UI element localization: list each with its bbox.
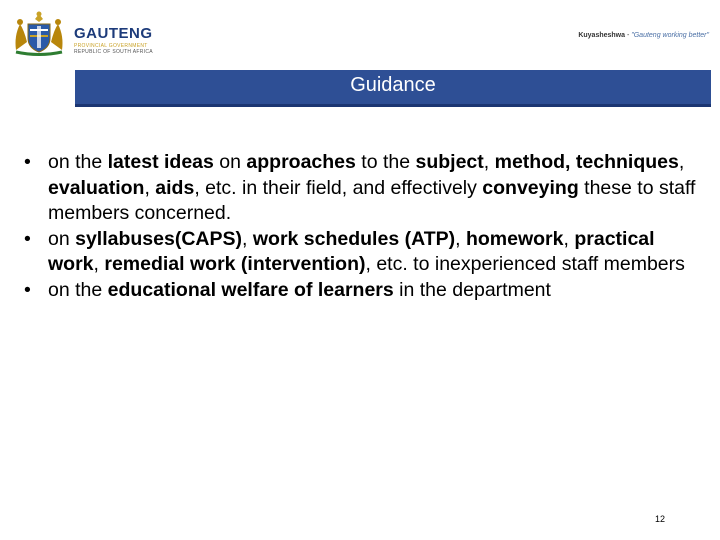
bullet-text: on [213,151,247,173]
bullet-text: , [242,227,253,250]
brand-name: GAUTENG [74,25,153,42]
bullet-text: to the [355,151,416,173]
bullet-emphasis: syllabuses(CAPS) [75,227,243,250]
bullet-emphasis: work schedules (ATP) [252,227,456,250]
page-number: 12 [655,514,666,524]
bullet-emphasis: practical work [48,227,655,275]
tagline-quote: "Gauteng working better" [631,32,709,39]
tagline-keyword: Kuyasheshwa [578,32,626,39]
bullet-text: , [563,227,575,250]
slide-title: Guidance [350,74,436,96]
bullet-dot: • [24,227,31,250]
bullet-text: on [48,227,76,250]
bullet-item [0,227,718,278]
bullet-item [0,278,718,304]
bullet-text: on the [48,151,108,173]
bullet-text: on the [48,278,108,301]
coat-of-arms-icon [10,10,68,56]
tagline-separator: - [625,32,632,39]
slide-header [0,0,720,64]
bullet-text: , [455,227,466,250]
brand-subtitle: PROVINCIAL GOVERNMENT [74,43,148,49]
bullet-emphasis: subject [415,151,484,173]
bullet-list [0,150,720,303]
bullet-dot: • [24,278,31,301]
bullet-emphasis: approaches [246,151,356,173]
bullet-emphasis: remedial work (intervention) [104,253,366,275]
brand-country: REPUBLIC OF SOUTH AFRICA [74,49,153,55]
bullet-text: in the department [393,278,551,301]
bullet-text: , [483,151,495,173]
bullet-text: , [93,253,105,275]
bullet-item [0,150,718,227]
bullet-emphasis: method, [494,151,571,173]
brand-wordmark [74,26,153,55]
bullet-text: these to staff members concerned. [48,176,696,224]
bullet-emphasis: aids [155,176,195,199]
bullet-text: , etc. to inexperienced staff members [365,253,685,275]
bullet-text: , etc. in their field, and effectively [194,176,483,199]
bullet-emphasis: latest ideas [107,151,214,173]
bullet-emphasis: conveying [482,176,579,199]
bullet-emphasis: educational welfare of learners [107,278,394,301]
bullet-text: , [144,176,156,199]
slide-content [0,150,720,303]
bullet-emphasis: evaluation [48,176,145,199]
bullet-dot: • [24,151,31,173]
bullet-emphasis: techniques [575,151,679,173]
bullet-text: , [678,151,685,173]
bullet-emphasis: homework [465,227,564,250]
tagline [578,32,709,39]
